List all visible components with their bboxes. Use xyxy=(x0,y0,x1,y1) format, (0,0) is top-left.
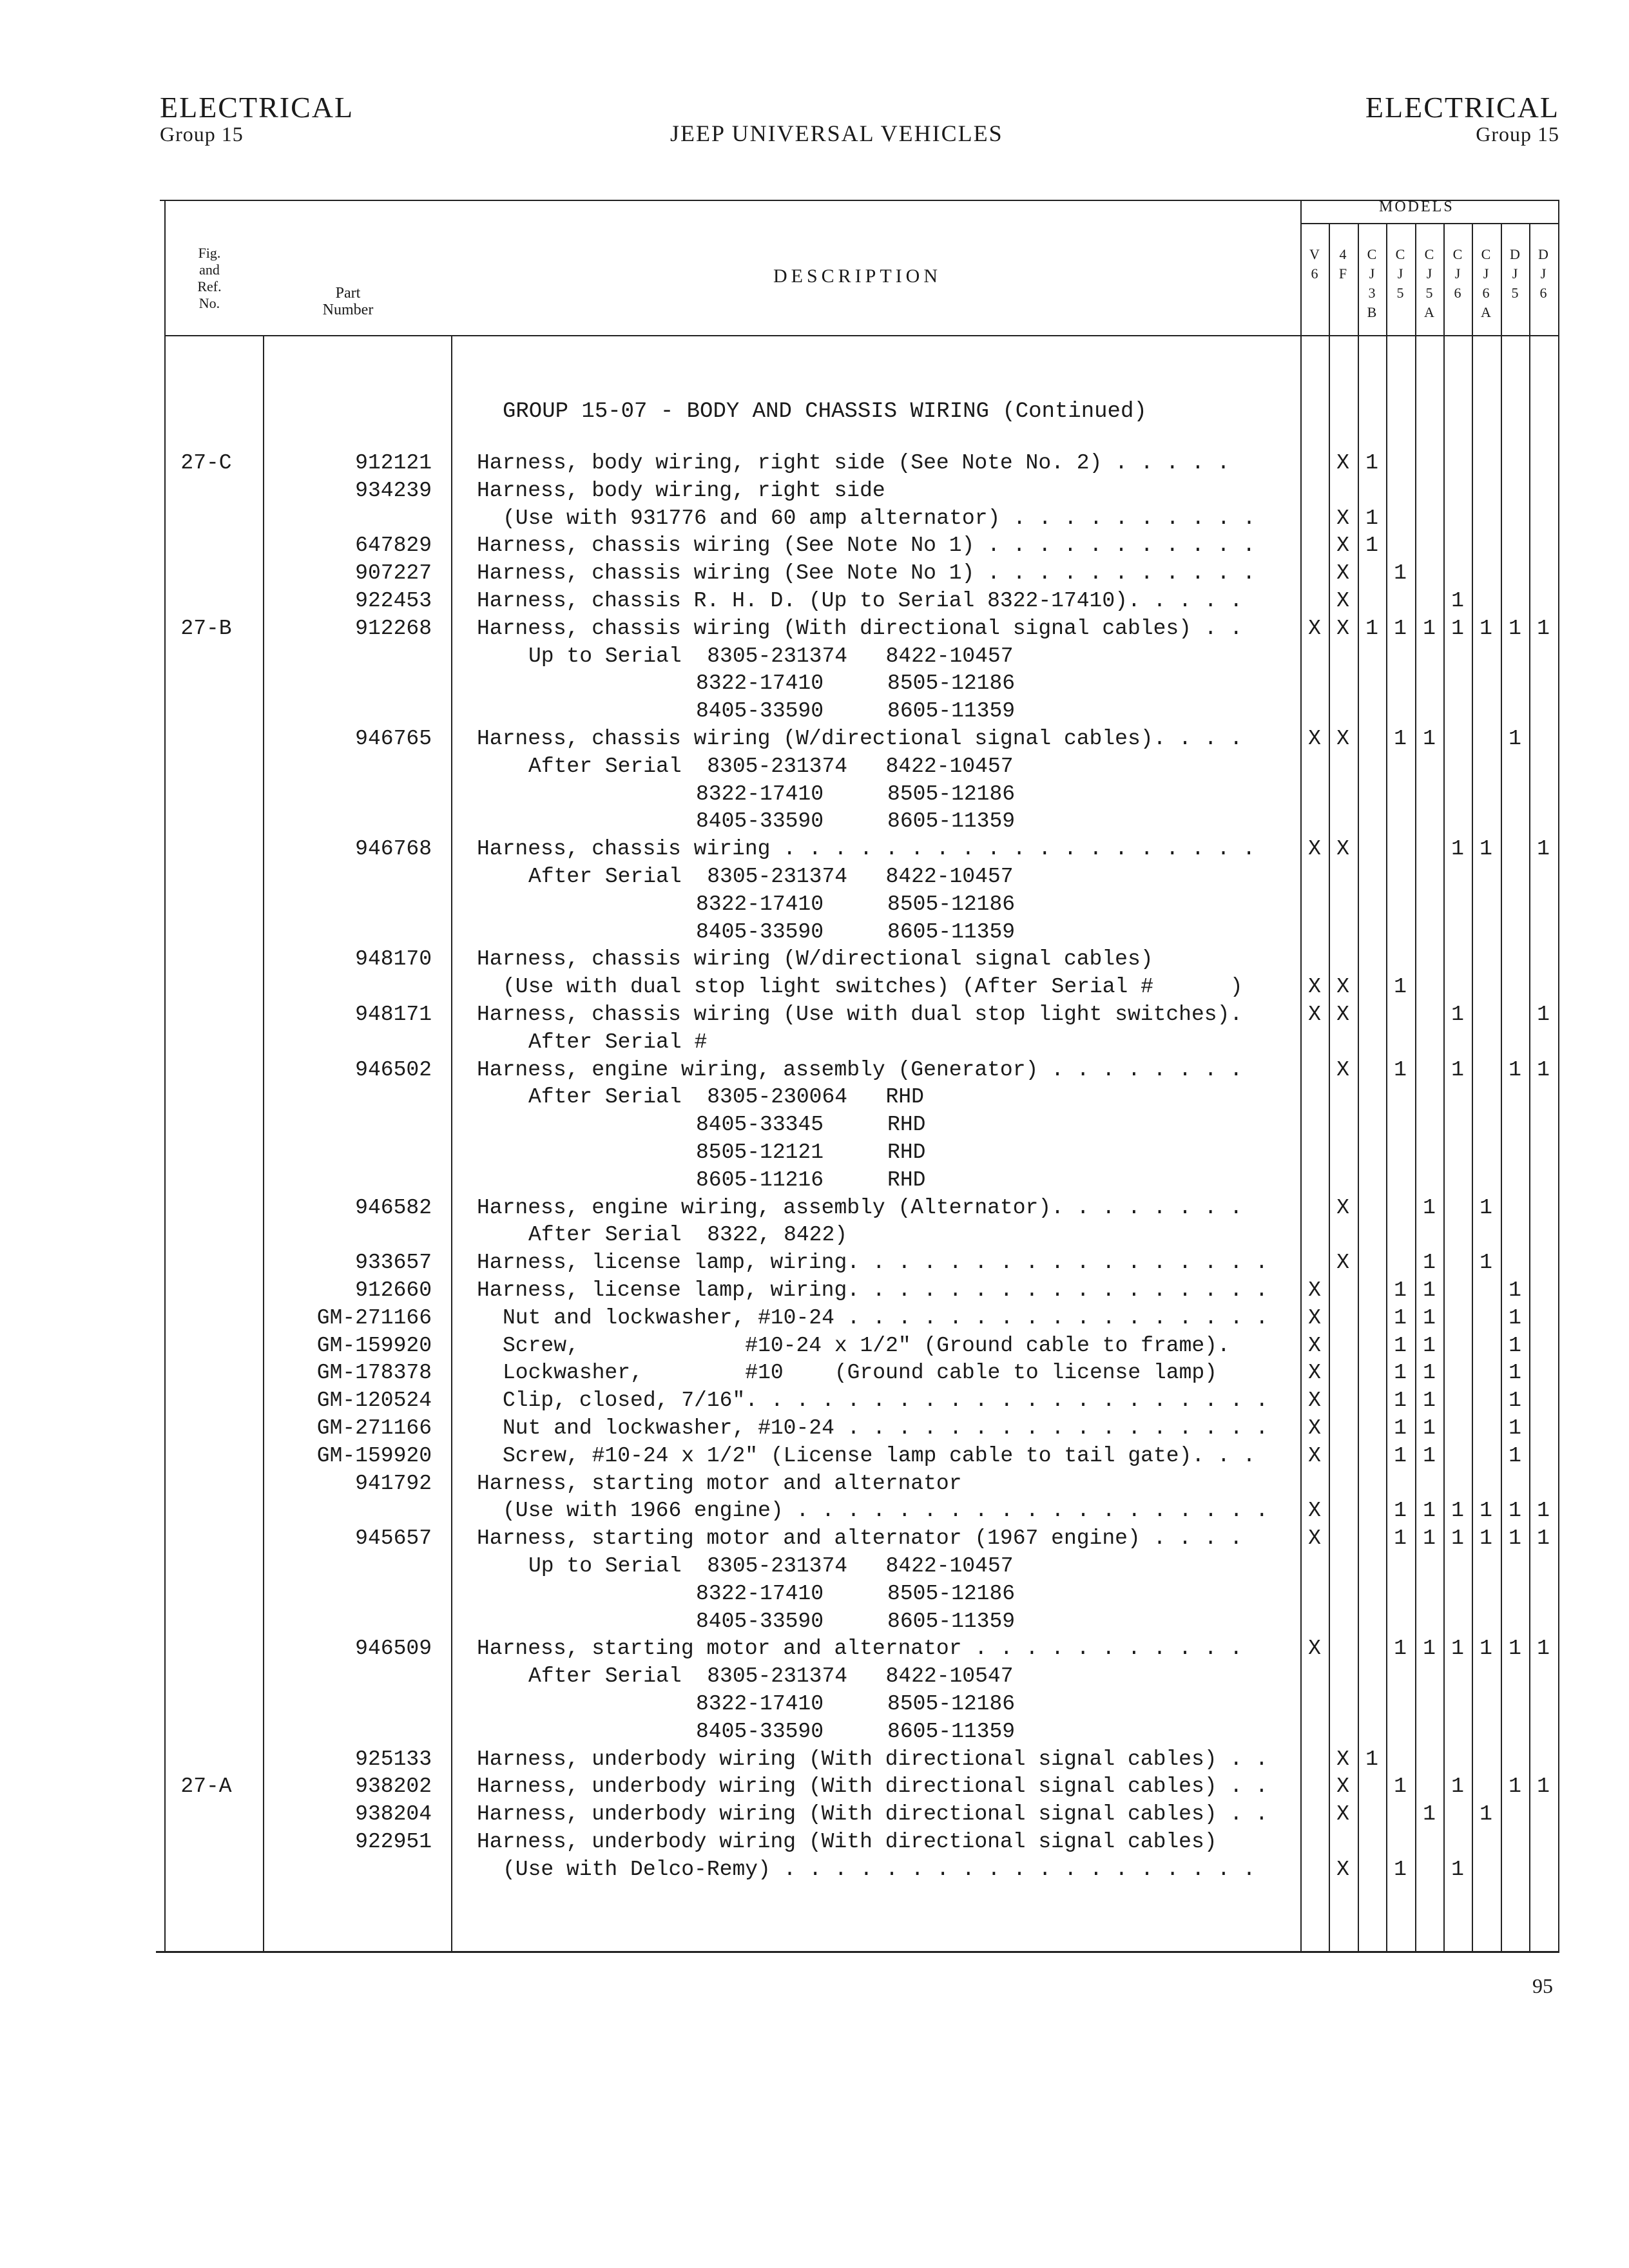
table-row xyxy=(0,1747,1629,1776)
model-cell: 1 xyxy=(1480,1499,1492,1523)
table-row xyxy=(0,1692,1629,1720)
model-cell: X xyxy=(1308,1389,1321,1412)
table-row xyxy=(0,1251,1629,1279)
model-column-header-char: A xyxy=(1424,304,1434,320)
model-cell: 1 xyxy=(1365,533,1378,557)
model-cell: X xyxy=(1336,1747,1349,1771)
table-row xyxy=(0,1278,1629,1307)
table-row xyxy=(0,1416,1629,1445)
model-cell: 1 xyxy=(1423,1499,1436,1523)
description: Screw, #10-24 x 1/2" (License lamp cable to tail gate). . . xyxy=(503,1444,1256,1468)
description: Harness, body wiring, right side xyxy=(477,479,885,503)
description: Nut and lockwasher, #10-24 . . . . . . . . . . . . . . . . . xyxy=(503,1306,1269,1330)
model-cell: X xyxy=(1308,1306,1321,1330)
model-cell: 1 xyxy=(1509,1774,1521,1798)
model-cell: 1 xyxy=(1509,1058,1521,1082)
description: Harness, starting motor and alternator (1967 engine) . . . . xyxy=(477,1526,1243,1550)
part-number: GM-271166 xyxy=(316,1416,432,1440)
model-column-header xyxy=(1387,245,1413,303)
model-column-header-char: C xyxy=(1424,246,1434,262)
model-cell: X xyxy=(1308,1416,1321,1440)
description: After Serial 8305-231374 8422-10457 xyxy=(528,754,1014,778)
table-row xyxy=(0,782,1629,811)
table-row xyxy=(0,1499,1629,1527)
model-column-header-char: A xyxy=(1481,304,1491,320)
part-number: 946509 xyxy=(355,1637,432,1660)
model-cell: X xyxy=(1336,1058,1349,1082)
model-column-header-char: C xyxy=(1452,246,1463,262)
description: After Serial # xyxy=(528,1030,708,1054)
model-cell: X xyxy=(1308,1003,1321,1026)
description: Harness, underbody wiring (With directional signal cables) xyxy=(477,1830,1217,1854)
model-cell: X xyxy=(1308,1278,1321,1302)
part-number: 938204 xyxy=(355,1802,432,1826)
table-row xyxy=(0,1664,1629,1693)
table-bottom-border xyxy=(156,1951,1559,1953)
table-row xyxy=(0,561,1629,590)
model-column-header-char: B xyxy=(1367,304,1377,320)
model-cell: 1 xyxy=(1480,1196,1492,1220)
part-number: 912121 xyxy=(355,451,432,475)
description: Harness, chassis wiring (With directional signal cables) . . xyxy=(477,617,1243,640)
table-row xyxy=(0,589,1629,617)
model-cell: 1 xyxy=(1451,1499,1464,1523)
description: 8405-33590 8605-11359 xyxy=(696,920,1016,944)
part-number: 948171 xyxy=(355,1003,432,1026)
model-cell: 1 xyxy=(1394,561,1407,585)
part-number: 938202 xyxy=(355,1774,432,1798)
part-number: 922453 xyxy=(355,589,432,613)
model-cell: 1 xyxy=(1394,1416,1407,1440)
model-cell: 1 xyxy=(1423,1361,1436,1385)
model-cell: 1 xyxy=(1451,1858,1464,1881)
model-cell: 1 xyxy=(1423,727,1436,751)
model-column-header-char: C xyxy=(1481,246,1491,262)
model-cell: X xyxy=(1336,1251,1349,1274)
model-column-header xyxy=(1445,245,1470,303)
description: 8605-11216 RHD xyxy=(696,1168,926,1192)
table-row xyxy=(0,1774,1629,1803)
description: Harness, chassis wiring . . . . . . . . . . . . . . . . . . . xyxy=(477,837,1255,861)
model-cell: 1 xyxy=(1509,1278,1521,1302)
model-cell: 1 xyxy=(1394,1278,1407,1302)
model-cell: 1 xyxy=(1537,1058,1550,1082)
model-cell: X xyxy=(1336,727,1349,751)
table-row xyxy=(0,1582,1629,1610)
model-column-header-char: 5 xyxy=(1511,285,1519,301)
description: Screw, #10-24 x 1/2" (Ground cable to frame). xyxy=(503,1334,1230,1358)
description: Harness, engine wiring, assembly (Generator) . . . . . . . . xyxy=(477,1058,1243,1082)
description: Harness, chassis wiring (W/directional signal cables). . . . xyxy=(477,727,1243,751)
model-cell: X xyxy=(1336,1003,1349,1026)
model-cell: 1 xyxy=(1451,1526,1464,1550)
part-number: 946582 xyxy=(355,1196,432,1220)
model-cell: 1 xyxy=(1394,617,1407,640)
description: 8405-33590 8605-11359 xyxy=(696,699,1016,723)
part-number: 933657 xyxy=(355,1251,432,1274)
model-column-header-char: C xyxy=(1395,246,1405,262)
table-row xyxy=(0,1030,1629,1059)
model-cell: X xyxy=(1308,1361,1321,1385)
model-cell: 1 xyxy=(1394,1306,1407,1330)
table-row xyxy=(0,699,1629,727)
model-column-header-char: J xyxy=(1426,265,1432,282)
model-cell: X xyxy=(1336,451,1349,475)
model-column-header xyxy=(1502,245,1528,303)
description: 8405-33345 RHD xyxy=(696,1113,926,1137)
model-cell: 1 xyxy=(1423,1416,1436,1440)
model-cell: 1 xyxy=(1423,1251,1436,1274)
table-row xyxy=(0,533,1629,562)
table-row xyxy=(0,1554,1629,1582)
description: (Use with 931776 and 60 amp alternator) . . . . . . . . . . xyxy=(503,506,1256,530)
model-cell: 1 xyxy=(1451,1637,1464,1660)
table-row xyxy=(0,947,1629,975)
model-cell: X xyxy=(1336,506,1349,530)
part-number: 912660 xyxy=(355,1278,432,1302)
model-cell: 1 xyxy=(1394,1526,1407,1550)
model-cell: 1 xyxy=(1394,1774,1407,1798)
model-column-header-char: 5 xyxy=(1425,285,1433,301)
model-cell: X xyxy=(1336,975,1349,999)
model-column-header xyxy=(1530,245,1556,303)
header-right-title: ELECTRICAL xyxy=(1365,91,1559,124)
table-row xyxy=(0,671,1629,700)
description: 8322-17410 8505-12186 xyxy=(696,782,1016,806)
table-row xyxy=(0,1720,1629,1748)
model-column-header xyxy=(1359,245,1385,322)
table-row xyxy=(0,920,1629,948)
table-row xyxy=(0,865,1629,893)
model-cell: 1 xyxy=(1509,1306,1521,1330)
description: Lockwasher, #10 (Ground cable to license lamp) xyxy=(503,1361,1217,1385)
model-cell: 1 xyxy=(1537,1637,1550,1660)
model-cell: 1 xyxy=(1480,1637,1492,1660)
description: Harness, underbody wiring (With directional signal cables) . . xyxy=(477,1774,1268,1798)
table-row xyxy=(0,1610,1629,1638)
model-cell: 1 xyxy=(1480,1526,1492,1550)
model-cell: 1 xyxy=(1509,1389,1521,1412)
description: Harness, engine wiring, assembly (Alternator). . . . . . . . xyxy=(477,1196,1243,1220)
fig-ref-header: Fig. and Ref. No. xyxy=(197,245,222,311)
model-cell: 1 xyxy=(1537,837,1550,861)
model-cell: 1 xyxy=(1423,1389,1436,1412)
model-cell: 1 xyxy=(1423,1278,1436,1302)
model-cell: 1 xyxy=(1509,1416,1521,1440)
model-column-header-char: 4 xyxy=(1339,246,1347,262)
part-number: 647829 xyxy=(355,533,432,557)
model-cell: 1 xyxy=(1537,617,1550,640)
model-cell: 1 xyxy=(1394,1334,1407,1358)
description: Up to Serial 8305-231374 8422-10457 xyxy=(528,1554,1014,1578)
part-number: 946768 xyxy=(355,837,432,861)
description: Harness, license lamp, wiring. . . . . . . . . . . . . . . . . xyxy=(477,1251,1268,1274)
part-number: 907227 xyxy=(355,561,432,585)
table-row xyxy=(0,1472,1629,1500)
model-column-header-char: C xyxy=(1367,246,1377,262)
model-cell: 1 xyxy=(1394,1389,1407,1412)
table-row xyxy=(0,1168,1629,1196)
model-column-header xyxy=(1302,245,1327,284)
fig-ref: 27-B xyxy=(180,617,232,640)
model-cell: 1 xyxy=(1365,1747,1378,1771)
description: 8505-12121 RHD xyxy=(696,1140,926,1164)
model-cell: 1 xyxy=(1423,1526,1436,1550)
description: (Use with dual stop light switches) (After Serial # ) xyxy=(503,975,1243,999)
model-cell: X xyxy=(1308,1499,1321,1523)
table-row xyxy=(0,644,1629,673)
model-cell: 1 xyxy=(1451,617,1464,640)
table-row xyxy=(0,1223,1629,1251)
header-center-title: JEEP UNIVERSAL VEHICLES xyxy=(670,120,1003,146)
model-cell: 1 xyxy=(1480,1251,1492,1274)
model-column-header xyxy=(1330,245,1356,284)
description: After Serial 8305-230064 RHD xyxy=(528,1085,924,1109)
model-cell: X xyxy=(1336,1774,1349,1798)
table-row xyxy=(0,479,1629,507)
model-cell: X xyxy=(1308,1526,1321,1550)
table-row xyxy=(0,506,1629,535)
part-number: GM-159920 xyxy=(316,1444,432,1468)
model-cell: 1 xyxy=(1509,1361,1521,1385)
table-row xyxy=(0,1196,1629,1224)
table-row xyxy=(0,727,1629,755)
model-cell: X xyxy=(1336,589,1349,613)
description: 8405-33590 8605-11359 xyxy=(696,1720,1016,1744)
model-cell: X xyxy=(1308,727,1321,751)
model-column-header-char: J xyxy=(1397,265,1403,282)
model-cell: 1 xyxy=(1365,617,1378,640)
description: 8405-33590 8605-11359 xyxy=(696,809,1016,833)
table-row xyxy=(0,1361,1629,1389)
table-row xyxy=(0,892,1629,921)
table-header-rule xyxy=(164,335,1559,336)
model-column-header-char: J xyxy=(1540,265,1547,282)
model-cell: X xyxy=(1336,1802,1349,1826)
model-column-header-char: 6 xyxy=(1454,285,1461,301)
table-row xyxy=(0,1389,1629,1417)
table-row xyxy=(0,1003,1629,1031)
table-row xyxy=(0,617,1629,645)
table-row xyxy=(0,1113,1629,1141)
description: 8322-17410 8505-12186 xyxy=(696,1582,1016,1606)
fig-ref: 27-A xyxy=(180,1774,232,1798)
table-row xyxy=(0,1140,1629,1169)
description: 8322-17410 8505-12186 xyxy=(696,892,1016,916)
model-cell: 1 xyxy=(1509,617,1521,640)
table-row xyxy=(0,1334,1629,1362)
model-cell: 1 xyxy=(1394,1444,1407,1468)
part-number-header: Part Number xyxy=(322,285,374,318)
model-cell: 1 xyxy=(1509,1444,1521,1468)
part-number: 941792 xyxy=(355,1472,432,1495)
model-cell: 1 xyxy=(1451,589,1464,613)
part-number: GM-178378 xyxy=(316,1361,432,1385)
model-cell: 1 xyxy=(1537,1003,1550,1026)
model-cell: 1 xyxy=(1509,1499,1521,1523)
part-number: 934239 xyxy=(355,479,432,503)
description: Harness, body wiring, right side (See Note No. 2) . . . . . xyxy=(477,451,1230,475)
description-header: DESCRIPTION xyxy=(773,265,942,287)
models-label-rule xyxy=(1300,223,1558,224)
model-column-header-char: 5 xyxy=(1396,285,1404,301)
part-number: GM-120524 xyxy=(316,1389,432,1412)
description: Harness, starting motor and alternator . . . . . . . . . . . xyxy=(477,1637,1243,1660)
description: Nut and lockwasher, #10-24 . . . . . . . . . . . . . . . . . xyxy=(503,1416,1269,1440)
part-number: 912268 xyxy=(355,617,432,640)
model-cell: 1 xyxy=(1423,617,1436,640)
description: After Serial 8305-231374 8422-10547 xyxy=(528,1664,1014,1688)
table-row xyxy=(0,1444,1629,1472)
model-column-header-char: 6 xyxy=(1311,265,1318,282)
model-cell: 1 xyxy=(1423,1306,1436,1330)
table-row xyxy=(0,1058,1629,1086)
model-cell: X xyxy=(1336,617,1349,640)
model-cell: 1 xyxy=(1480,617,1492,640)
table-row xyxy=(0,1085,1629,1113)
header-left-title: ELECTRICAL xyxy=(160,91,354,124)
description: (Use with 1966 engine) . . . . . . . . . . . . . . . . . . . xyxy=(503,1499,1269,1523)
model-cell: 1 xyxy=(1509,1637,1521,1660)
model-cell: 1 xyxy=(1509,727,1521,751)
description: Harness, chassis wiring (W/directional signal cables) xyxy=(477,947,1153,971)
part-number: 946765 xyxy=(355,727,432,751)
model-column-header-char: 6 xyxy=(1482,285,1490,301)
table-row xyxy=(0,451,1629,479)
description: After Serial 8322, 8422) xyxy=(528,1223,848,1247)
model-column-header-char: J xyxy=(1454,265,1461,282)
model-cell: 1 xyxy=(1423,1334,1436,1358)
description: Up to Serial 8305-231374 8422-10457 xyxy=(528,644,1014,668)
description: Harness, chassis R. H. D. (Up to Serial 8322-17410). . . . . xyxy=(477,589,1243,613)
table-row xyxy=(0,1802,1629,1831)
table-row xyxy=(0,809,1629,838)
model-cell: X xyxy=(1336,837,1349,861)
model-cell: 1 xyxy=(1451,837,1464,861)
model-cell: X xyxy=(1308,1334,1321,1358)
model-column-header-char: J xyxy=(1483,265,1489,282)
model-cell: 1 xyxy=(1537,1774,1550,1798)
model-cell: X xyxy=(1308,617,1321,640)
description: Harness, underbody wiring (With directional signal cables) . . xyxy=(477,1802,1268,1826)
model-cell: 1 xyxy=(1394,1858,1407,1881)
part-number: GM-271166 xyxy=(316,1306,432,1330)
model-cell: 1 xyxy=(1509,1334,1521,1358)
model-cell: 1 xyxy=(1537,1499,1550,1523)
description: 8405-33590 8605-11359 xyxy=(696,1610,1016,1633)
description: 8322-17410 8505-12186 xyxy=(696,671,1016,695)
description: Clip, closed, 7/16". . . . . . . . . . . . . . . . . . . . . xyxy=(503,1389,1269,1412)
model-cell: 1 xyxy=(1365,451,1378,475)
description: (Use with Delco-Remy) . . . . . . . . . . . . . . . . . . . xyxy=(503,1858,1256,1881)
model-column-header-char: J xyxy=(1369,265,1375,282)
model-cell: 1 xyxy=(1423,1444,1436,1468)
model-cell: 1 xyxy=(1423,1802,1436,1826)
model-column-header-char: D xyxy=(1510,246,1520,262)
model-cell: X xyxy=(1336,533,1349,557)
model-cell: 1 xyxy=(1394,727,1407,751)
model-cell: 1 xyxy=(1480,837,1492,861)
model-column-header-char: J xyxy=(1512,265,1518,282)
model-column-header-char: D xyxy=(1538,246,1548,262)
description: 8322-17410 8505-12186 xyxy=(696,1692,1016,1716)
model-cell: 1 xyxy=(1394,1499,1407,1523)
model-cell: X xyxy=(1336,1196,1349,1220)
description: Harness, chassis wiring (See Note No 1) . . . . . . . . . . . xyxy=(477,533,1255,557)
header-rule xyxy=(160,200,1558,201)
model-cell: 1 xyxy=(1451,1774,1464,1798)
models-header: MODELS xyxy=(1379,198,1454,215)
model-column-header-char: V xyxy=(1309,246,1320,262)
description: Harness, chassis wiring (Use with dual stop light switches). xyxy=(477,1003,1243,1026)
model-column-header-char: F xyxy=(1338,265,1347,282)
part-number: 945657 xyxy=(355,1526,432,1550)
model-cell: 1 xyxy=(1451,1058,1464,1082)
header-left-subtitle: Group 15 xyxy=(160,122,244,146)
description: Harness, license lamp, wiring. . . . . . . . . . . . . . . . . xyxy=(477,1278,1268,1302)
model-cell: X xyxy=(1308,1637,1321,1660)
table-row xyxy=(0,1858,1629,1886)
table-row xyxy=(0,1306,1629,1334)
part-number: GM-159920 xyxy=(316,1334,432,1358)
part-number: 925133 xyxy=(355,1747,432,1771)
table-row xyxy=(0,975,1629,1003)
model-cell: 1 xyxy=(1394,1361,1407,1385)
model-cell: 1 xyxy=(1480,1802,1492,1826)
model-cell: X xyxy=(1308,975,1321,999)
model-cell: 1 xyxy=(1365,506,1378,530)
table-row xyxy=(0,754,1629,783)
model-cell: 1 xyxy=(1423,1637,1436,1660)
table-row xyxy=(0,1526,1629,1555)
description: After Serial 8305-231374 8422-10457 xyxy=(528,865,1014,889)
section-title: GROUP 15-07 - BODY AND CHASSIS WIRING (Continued) xyxy=(503,399,1147,424)
model-cell: X xyxy=(1308,837,1321,861)
model-cell: 1 xyxy=(1509,1526,1521,1550)
fig-ref: 27-C xyxy=(180,451,232,475)
model-cell: X xyxy=(1336,561,1349,585)
header-right-subtitle: Group 15 xyxy=(1476,122,1559,146)
model-column-header-char: 3 xyxy=(1368,285,1376,301)
model-column-header xyxy=(1416,245,1442,322)
table-row xyxy=(0,1830,1629,1858)
model-cell: 1 xyxy=(1394,1058,1407,1082)
part-number: 946502 xyxy=(355,1058,432,1082)
page-number: 95 xyxy=(1532,1974,1553,1997)
description: Harness, chassis wiring (See Note No 1) . . . . . . . . . . . xyxy=(477,561,1255,585)
part-number: 922951 xyxy=(355,1830,432,1854)
model-cell: X xyxy=(1308,1444,1321,1468)
model-cell: X xyxy=(1336,1858,1349,1881)
model-cell: 1 xyxy=(1423,1196,1436,1220)
model-column-header xyxy=(1473,245,1499,322)
description: Harness, underbody wiring (With directional signal cables) . . xyxy=(477,1747,1268,1771)
model-cell: 1 xyxy=(1451,1003,1464,1026)
part-number: 948170 xyxy=(355,947,432,971)
model-cell: 1 xyxy=(1537,1526,1550,1550)
model-cell: 1 xyxy=(1394,975,1407,999)
model-cell: 1 xyxy=(1394,1637,1407,1660)
description: Harness, starting motor and alternator xyxy=(477,1472,962,1495)
model-column-header-char: 6 xyxy=(1539,285,1547,301)
table-row xyxy=(0,1637,1629,1665)
table-row xyxy=(0,837,1629,865)
